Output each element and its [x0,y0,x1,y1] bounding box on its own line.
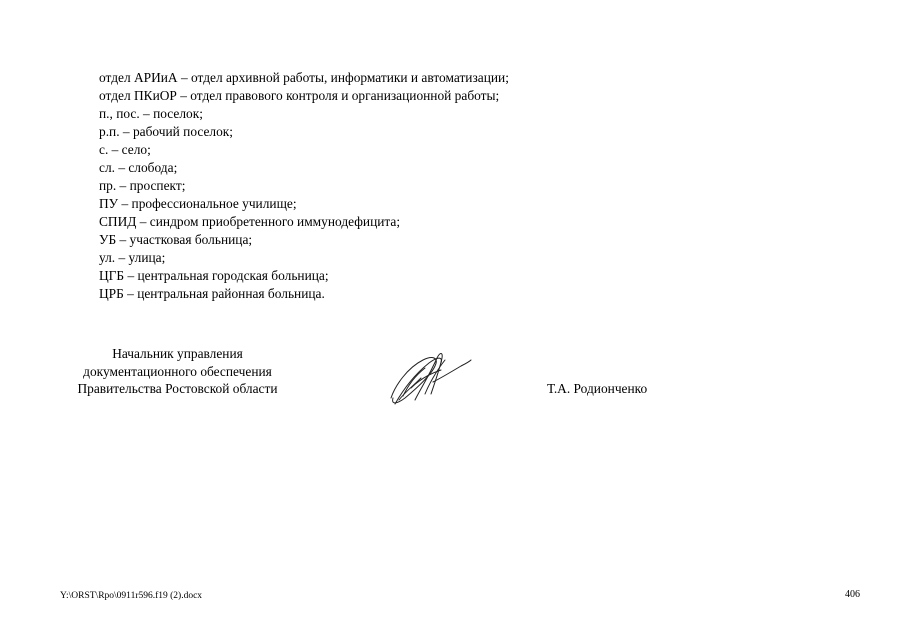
abbreviation-item: отдел АРИиА – отдел архивной работы, информатики и автоматизации; [99,70,509,85]
abbreviation-item: р.п. – рабочий поселок; [99,124,234,139]
signer-title-line: Правительства Ростовской области [77,381,278,396]
footer-file-path: Y:\ORST\Rpo\0911r596.f19 (2).docx [60,591,203,601]
page-number: 406 [845,589,860,600]
abbreviation-item: ЦГБ – центральная городская больница; [99,268,329,283]
abbreviation-item: пр. – проспект; [99,178,186,193]
handwritten-signature-icon [385,348,475,410]
abbreviation-item: отдел ПКиОР – отдел правового контроля и организационной работы; [99,88,500,103]
abbreviation-item: ЦРБ – центральная районная больница. [99,286,325,301]
abbreviation-item: ул. – улица; [99,250,166,265]
abbreviation-item: с. – село; [99,142,151,157]
signer-title [40,345,315,398]
abbreviation-list [99,69,509,303]
signer-title-line: Начальник управления [112,346,243,361]
signer-name: Т.А. Родионченко [547,381,648,396]
abbreviation-item: УБ – участковая больница; [99,232,253,247]
abbreviation-item: СПИД – синдром приобретенного иммунодефицита; [99,214,401,229]
signer-title-line: документационного обеспечения [83,363,272,379]
abbreviation-item: п., пос. – поселок; [99,106,203,121]
abbreviation-item: ПУ – профессиональное училище; [99,196,297,211]
abbreviation-item: сл. – слобода; [99,160,178,175]
